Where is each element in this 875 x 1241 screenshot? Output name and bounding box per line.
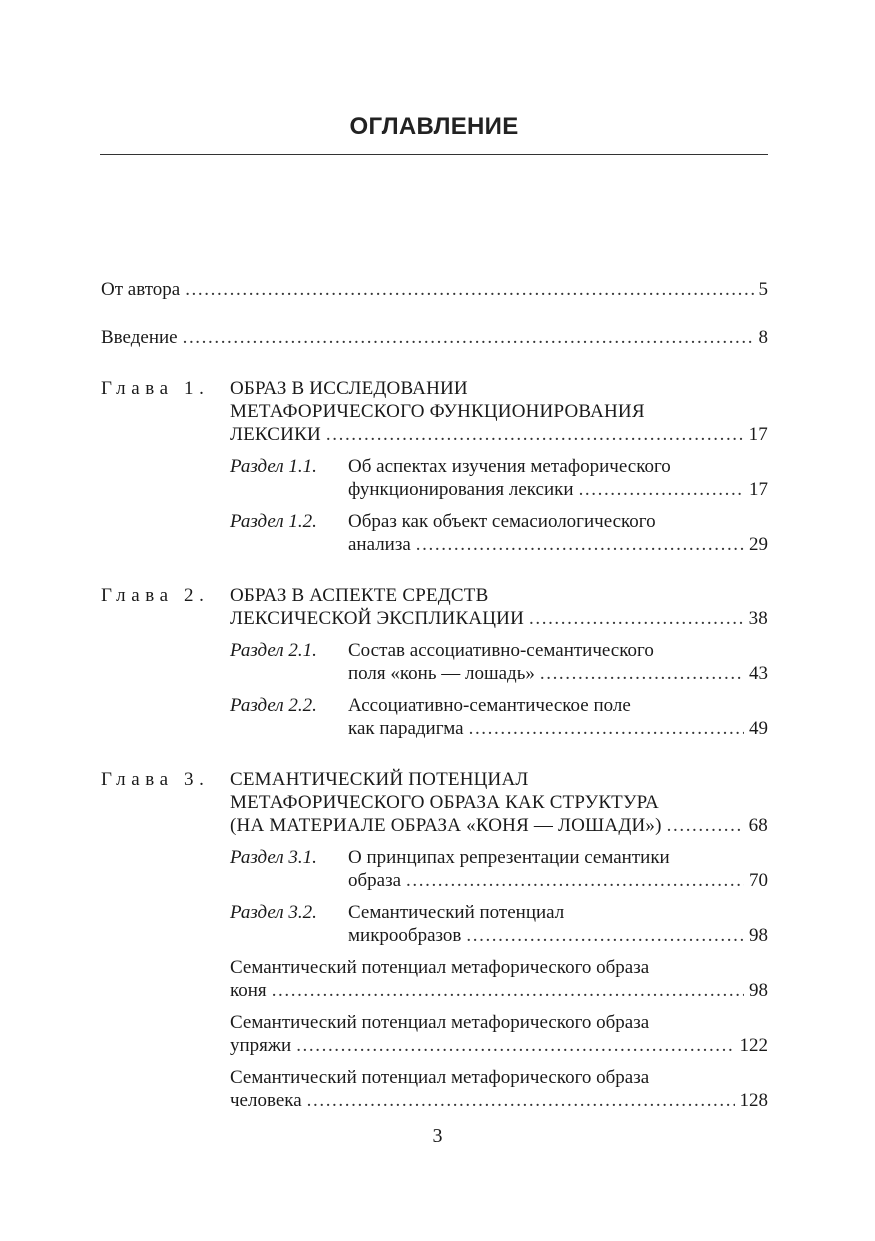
dot-leader bbox=[406, 869, 744, 892]
dot-leader bbox=[416, 533, 744, 556]
chapter-title-line: ОБРАЗ В ИССЛЕДОВАНИИ bbox=[230, 378, 468, 399]
toc-chapter-1[interactable] bbox=[101, 377, 768, 446]
toc-page-number: 17 bbox=[749, 479, 768, 500]
toc-entry-title: Введение bbox=[101, 327, 178, 348]
toc-page-number: 68 bbox=[748, 815, 768, 836]
toc-entry-intro[interactable] bbox=[101, 326, 768, 349]
toc-page-number: 98 bbox=[749, 925, 768, 946]
toc-section-3-2[interactable] bbox=[230, 901, 768, 947]
section-label: Раздел 1.2. bbox=[230, 511, 317, 532]
subsection-title-line: коня bbox=[230, 980, 267, 1001]
toc-subsection-horse[interactable] bbox=[230, 956, 768, 1002]
page-title: ОГЛАВЛЕНИЕ bbox=[349, 113, 519, 140]
chapter-title-line: ЛЕКСИЧЕСКОЙ ЭКСПЛИКАЦИИ bbox=[230, 608, 525, 629]
section-title-line: О принципах репрезентации семантики bbox=[348, 847, 670, 868]
dot-leader bbox=[579, 478, 744, 501]
toc-page-number: 43 bbox=[749, 663, 768, 684]
dot-leader bbox=[183, 326, 754, 349]
section-title-line: микрообразов bbox=[348, 925, 462, 946]
section-label: Раздел 2.2. bbox=[230, 695, 317, 716]
chapter-title-line: (НА МАТЕРИАЛЕ ОБРАЗА «КОНЯ — ЛОШАДИ») bbox=[230, 815, 662, 836]
dot-leader bbox=[466, 924, 744, 947]
chapter-label: Глава 3. bbox=[101, 769, 210, 790]
toc-section-1-2[interactable] bbox=[230, 510, 768, 556]
section-label: Раздел 3.1. bbox=[230, 847, 317, 868]
section-title-line: Состав ассоциативно-семантического bbox=[348, 640, 654, 661]
toc-page-number: 128 bbox=[739, 1090, 768, 1111]
toc-page-number: 122 bbox=[739, 1035, 768, 1056]
subsection-title-line: человека bbox=[230, 1090, 302, 1111]
subsection-title-line: Семантический потенциал метафорического образа bbox=[230, 957, 650, 978]
toc-page-number: 17 bbox=[748, 424, 768, 445]
section-title-line: Ассоциативно-семантическое поле bbox=[348, 695, 631, 716]
chapter-title-line: ЛЕКСИКИ bbox=[230, 424, 321, 445]
toc-section-1-1[interactable] bbox=[230, 455, 768, 501]
chapter-title-line: ОБРАЗ В АСПЕКТЕ СРЕДСТВ bbox=[230, 585, 489, 606]
toc-section-2-2[interactable] bbox=[230, 694, 768, 740]
page-number: 3 bbox=[432, 1125, 443, 1147]
toc-section-3-1[interactable] bbox=[230, 846, 768, 892]
section-title-line: функционирования лексики bbox=[348, 479, 574, 500]
section-title-line: как парадигма bbox=[348, 718, 464, 739]
toc-chapter-2[interactable] bbox=[101, 584, 768, 630]
section-title-line: анализа bbox=[348, 534, 411, 555]
section-label: Раздел 1.1. bbox=[230, 456, 317, 477]
dot-leader bbox=[326, 423, 744, 446]
section-label: Раздел 2.1. bbox=[230, 640, 317, 661]
dot-leader bbox=[185, 278, 753, 301]
toc-page-number: 70 bbox=[749, 870, 768, 891]
chapter-title-line: СЕМАНТИЧЕСКИЙ ПОТЕНЦИАЛ bbox=[230, 769, 529, 790]
dot-leader bbox=[307, 1089, 735, 1112]
chapter-title-line: МЕТАФОРИЧЕСКОГО ФУНКЦИОНИРОВАНИЯ bbox=[230, 401, 645, 422]
section-title-line: Образ как объект семасиологического bbox=[348, 511, 656, 532]
chapter-label: Глава 1. bbox=[101, 378, 210, 399]
toc-page-number: 49 bbox=[749, 718, 768, 739]
section-title-line: поля «конь — лошадь» bbox=[348, 663, 535, 684]
table-of-contents bbox=[101, 278, 768, 1112]
dot-leader bbox=[296, 1034, 734, 1057]
toc-page-number: 38 bbox=[748, 608, 768, 629]
dot-leader bbox=[540, 662, 744, 685]
dot-leader bbox=[667, 814, 744, 837]
chapter-label: Глава 2. bbox=[101, 585, 210, 606]
toc-page-number: 29 bbox=[749, 534, 768, 555]
toc-subsection-human[interactable] bbox=[230, 1066, 768, 1112]
toc-page-number: 8 bbox=[758, 327, 768, 348]
title-divider bbox=[100, 154, 768, 155]
toc-section-2-1[interactable] bbox=[230, 639, 768, 685]
subsection-title-line: упряжи bbox=[230, 1035, 292, 1056]
toc-subsection-harness[interactable] bbox=[230, 1011, 768, 1057]
dot-leader bbox=[272, 979, 744, 1002]
toc-entry-author[interactable] bbox=[101, 278, 768, 301]
chapter-title-line: МЕТАФОРИЧЕСКОГО ОБРАЗА КАК СТРУКТУРА bbox=[230, 792, 659, 813]
section-title-line: Об аспектах изучения метафорического bbox=[348, 456, 671, 477]
toc-entry-title: От автора bbox=[101, 279, 181, 300]
toc-page-number: 98 bbox=[749, 980, 768, 1001]
section-label: Раздел 3.2. bbox=[230, 902, 317, 923]
subsection-title-line: Семантический потенциал метафорического образа bbox=[230, 1012, 650, 1033]
section-title-line: Семантический потенциал bbox=[348, 902, 565, 923]
toc-page-number: 5 bbox=[758, 279, 768, 300]
dot-leader bbox=[529, 607, 744, 630]
toc-chapter-3[interactable] bbox=[101, 768, 768, 837]
dot-leader bbox=[469, 717, 744, 740]
subsection-title-line: Семантический потенциал метафорического образа bbox=[230, 1067, 650, 1088]
section-title-line: образа bbox=[348, 870, 402, 891]
